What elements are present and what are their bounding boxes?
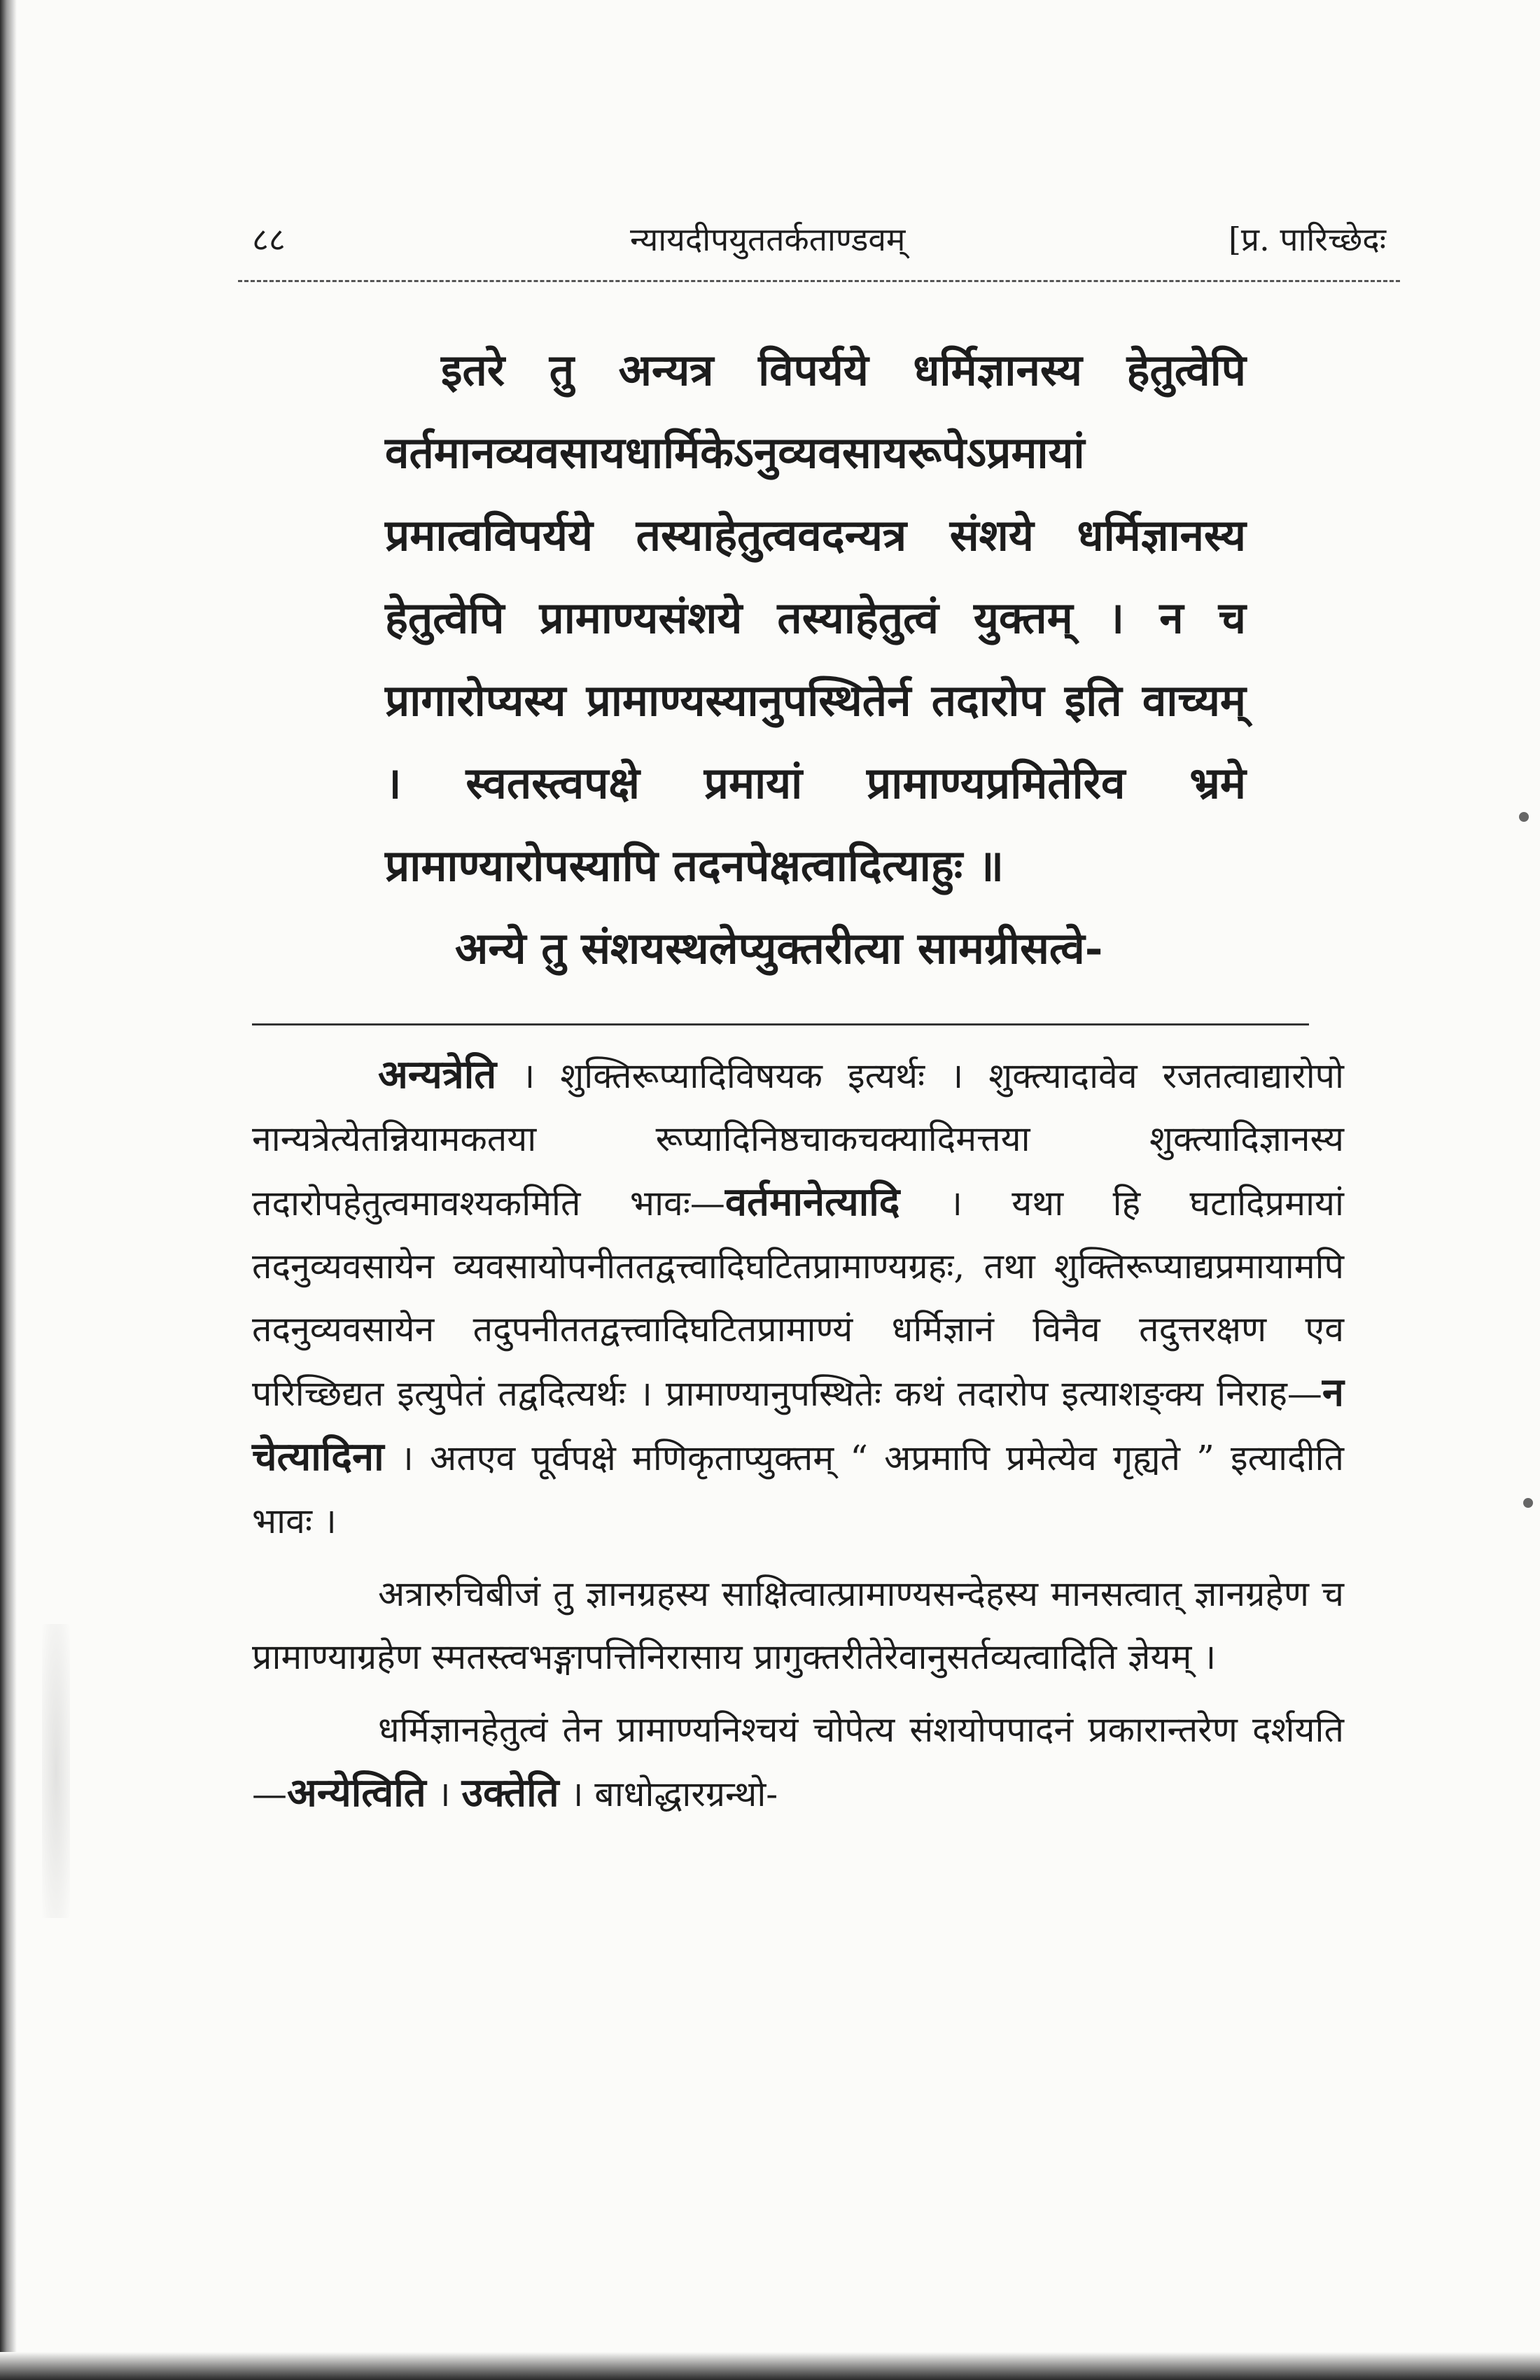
commentary-span: । शुक्तिरूप्यादिविषयक इत्यर्थः । शुक्त्यादावेव रजतत्वाद्यारोपो नान्यत्रेत्येतन्नियामकतया रूप्यादिनिष्ठचाकचक्यादिमत्तया शुक्त्यादिज्ञानस्य तदारोपहेतुत्वमावश्यकमिति भावः— [252, 1056, 1344, 1224]
lemma: उक्तेति [461, 1770, 559, 1816]
commentary-span: । बाधोद्धारग्रन्थो- [570, 1774, 778, 1814]
lemma: वर्तमानेत्यादि [724, 1179, 900, 1225]
lemma: अन्यत्रेति [378, 1051, 497, 1098]
edge-speck [1523, 1498, 1533, 1508]
mula-paragraph: अन्ये तु संशयस्थलेप्युक्तरीत्या सामग्रीसत्वे- [455, 923, 1103, 974]
section-divider [252, 1023, 1309, 1026]
edge-speck [1519, 812, 1529, 822]
mula-text [385, 329, 1246, 990]
commentary-span: । यथा हि घटादिप्रमायां तदनुव्यवसायेन व्यवसायोपनीततद्वत्त्वादिघटितप्रामाण्यग्रहः, तथा शुक्तिरूप्याद्यप्रमायामपि तदनुव्यवसायेन तदुपनीततद्वत्त्वादिघटितप्रामाण्यं धर्मिज्ञानं विनैव तदुत्तरक्षण एव परिच्छिद्यत इत्युपेतं तद्वदित्यर्थः । प्रामाण्यानुपस्थितेः कथं तदारोप इत्याशङ्क्य निराह— [252, 1183, 1344, 1414]
lemma: न चेत्यादिना [252, 1369, 1344, 1480]
commentary-text [252, 1043, 1344, 1835]
page-binding-edge [0, 0, 17, 2380]
page-number: ८८ [252, 220, 286, 258]
page-header [252, 210, 1400, 266]
lemma: अन्येत्विति [287, 1770, 426, 1816]
commentary-paragraph [252, 1043, 1344, 1553]
commentary-paragraph: अत्रारुचिबीजं तु ज्ञानग्रहस्य साक्षित्वात्प्रामाण्यसन्देहस्य मानसत्वात् ज्ञानग्रहेण च प्रामाण्याग्रहेण स्मतस्त्वभङ्गापत्तिनिरासाय प्रागुक्तरीतेरेवानुसर्तव्यत्वादिति ज्ञेयम् । [252, 1574, 1344, 1677]
commentary-span: । अतएव पूर्वपक्षे मणिकृताप्युक्तम् “ अप्रमापि प्रमेत्येव गृह्यते ” इत्यादीति भावः । [252, 1438, 1344, 1541]
commentary-span: धर्मिज्ञानहेतुत्वं तेन प्रामाण्यनिश्चयं चोपेत्य संशयोपपादनं प्रकारान्तरेण दर्शयति— [252, 1709, 1344, 1814]
commentary-span: । [437, 1774, 451, 1814]
running-title: न्यायदीपयुततर्कताण्डवम् [630, 220, 906, 258]
chapter-label: [प्र. पारिच्छेदः [1228, 220, 1386, 258]
page-stain [42, 1624, 70, 1918]
header-rule [238, 280, 1400, 282]
mula-paragraph: इतरे तु अन्यत्र विपर्यये धर्मिज्ञानस्य हेतुत्वेपि वर्तमानव्यवसायधार्मिकेऽनुव्यवसायरूपेऽप्रमायां प्रमात्वविपर्यये तस्याहेतुत्ववदन्यत्र संशये धर्मिज्ञानस्य हेतुत्वेपि प्रामाण्यसंशये तस्याहेतुत्वं युक्तम् । न च प्रागारोप्यस्य प्रामाण्यस्यानुपस्थितेर्न तदारोप इति वाच्यम् । स्वतस्त्वपक्षे प्रमायां प्रामाण्यप्रमितेरिव भ्रमे प्रामाण्यारोपस्यापि तदनपेक्षत्वादित्याहुः ॥ [385, 344, 1246, 891]
page-bottom-edge [0, 2352, 1540, 2380]
commentary-paragraph [252, 1698, 1344, 1826]
